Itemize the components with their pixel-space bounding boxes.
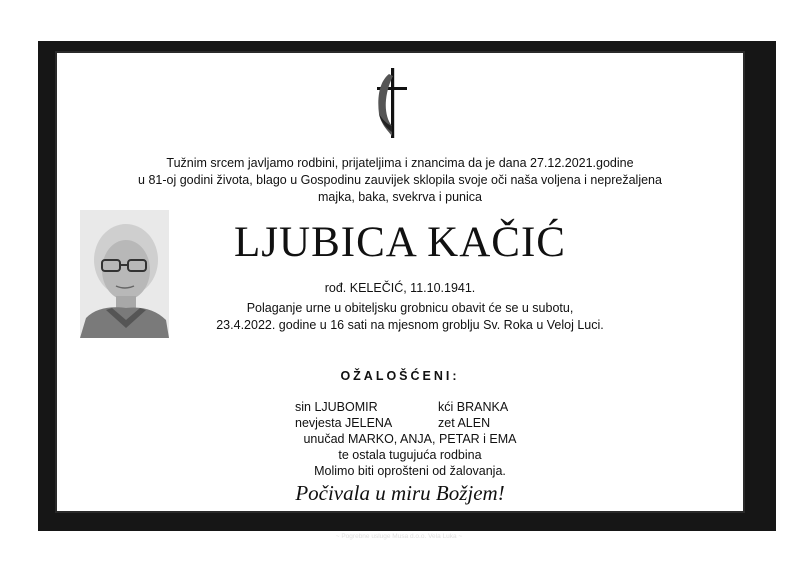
mourner-grandchildren: unučad MARKO, ANJA, PETAR i EMA bbox=[303, 432, 517, 446]
mourner-son: sin LJUBOMIR bbox=[295, 400, 378, 414]
burial-line: Polaganje urne u obiteljsku grobnicu obavit će se u subotu, bbox=[246, 301, 574, 315]
intro-text bbox=[60, 155, 740, 206]
mourners-row bbox=[270, 399, 550, 415]
deceased-name: LJUBICA KAČIĆ bbox=[234, 219, 566, 266]
mourners-heading: OŽALOŠĆENI: bbox=[340, 369, 460, 383]
cross-icon bbox=[371, 68, 411, 140]
mourner-son-in-law: zet ALEN bbox=[438, 416, 491, 430]
mourners-row bbox=[270, 415, 550, 431]
rest-in-peace-text: Počivala u miru Božjem! bbox=[295, 481, 505, 505]
burial-info bbox=[120, 300, 700, 334]
mourners-list bbox=[270, 399, 550, 479]
condolence-note: Molimo biti oprošteni od žalovanja. bbox=[314, 464, 506, 478]
mourner-daughter: kći BRANKA bbox=[438, 400, 509, 414]
intro-line: Tužnim srcem javljamo rodbini, prijateljima i znancima da je dana 27.12.2021.godine bbox=[166, 156, 634, 170]
footer-credit: ~ Pogrebne usluge Musa d.o.o. Vela Luka ~ bbox=[335, 533, 463, 540]
birth-info: rođ. KELEČIĆ, 11.10.1941. bbox=[324, 281, 476, 295]
intro-line: majka, baka, svekrva i punica bbox=[318, 190, 482, 204]
mourner-relatives: te ostala tugujuća rodbina bbox=[338, 448, 482, 462]
intro-line: u 81-oj godini života, blago u Gospodinu zauvijek sklopila svoje oči naša voljena i neprežaljena bbox=[138, 173, 662, 187]
mourner-daughter-in-law: nevjesta JELENA bbox=[295, 416, 393, 430]
burial-line: 23.4.2022. godine u 16 sati na mjesnom groblju Sv. Roka u Veloj Luci. bbox=[216, 318, 604, 332]
